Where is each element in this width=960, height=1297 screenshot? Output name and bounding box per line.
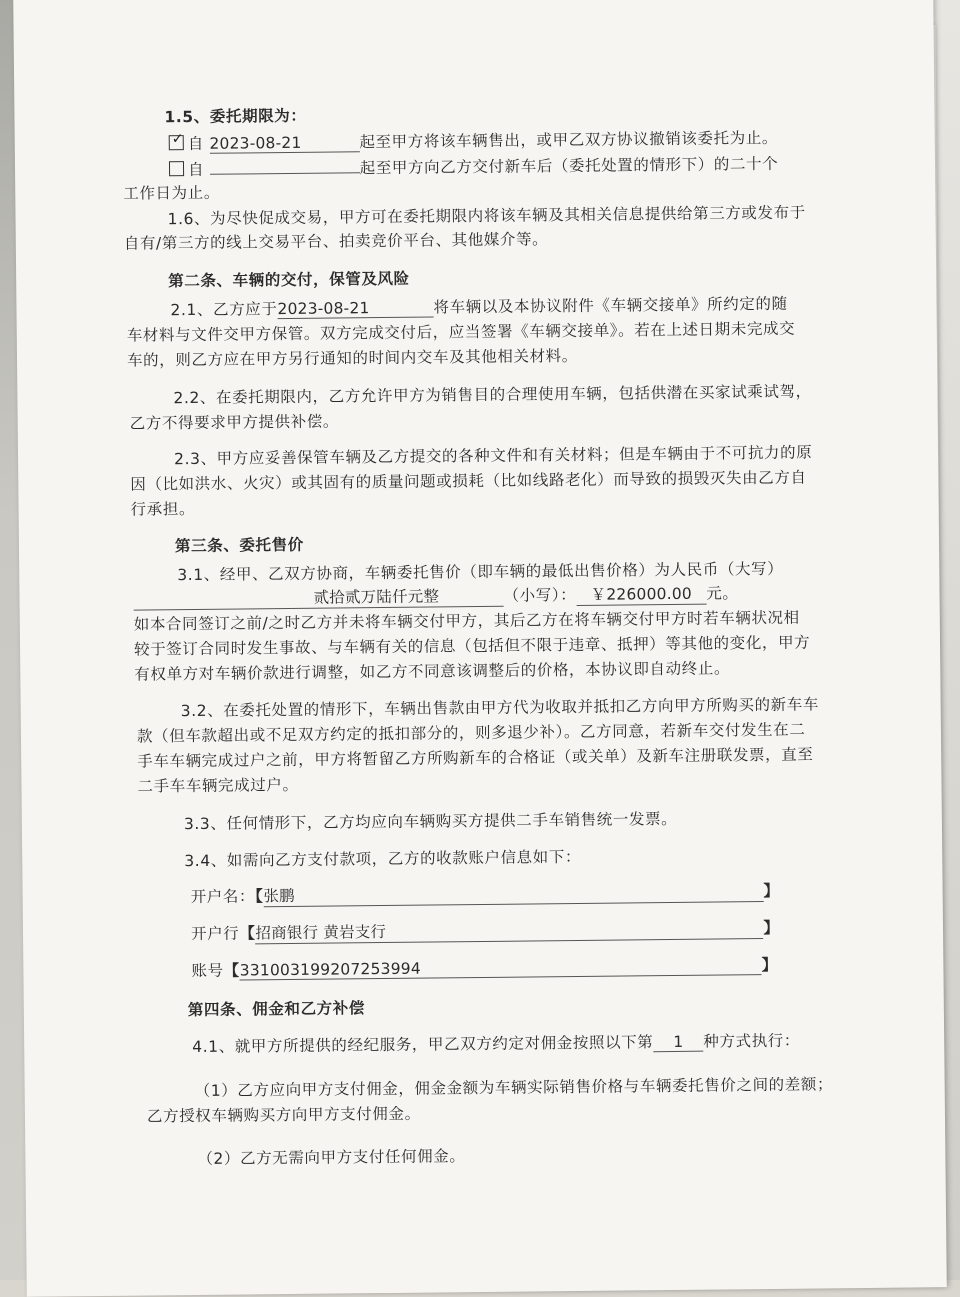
option-1-prefix: 自 bbox=[187, 134, 204, 154]
price-lowercase-label: （小写）： bbox=[503, 585, 577, 605]
option-2-line: （2）乙方无需向甲方支付任何佣金。 bbox=[197, 1147, 466, 1168]
section-2-1-suffix: 将车辆以及本协议附件《车辆交接单》所约定的随 bbox=[433, 294, 788, 317]
date-field-1: 2023-08-21 bbox=[209, 133, 359, 154]
section-3-2-line-1: 3.2、在委托处置的情形下，车辆出售款由甲方代为收取并抵扣乙方向甲方所购买的新车车 bbox=[180, 695, 820, 721]
account-number-label: 账号 bbox=[191, 961, 224, 981]
delivery-date-field: 2023-08-21 bbox=[277, 298, 433, 319]
section-3-1-line-4: 较于签订合同时发生事故、与车辆有关的信息（包括但不限于违章、抵押）等其他的变化，甲方 bbox=[133, 633, 811, 659]
section-1-5-title: 1.5、委托期限为： bbox=[164, 106, 307, 127]
document-content bbox=[13, 0, 947, 1297]
account-name-row bbox=[191, 879, 780, 908]
price-uppercase-field: 贰拾贰万陆仟元整 bbox=[133, 584, 503, 611]
article-2-title: 第二条、车辆的交付，保管及风险 bbox=[168, 269, 410, 291]
section-1-6-line-1: 1.6、为尽快促成交易，甲方可在委托期限内将该车辆及其相关信息提供给第三方或发布于 bbox=[167, 203, 806, 229]
section-2-3-line-2: 因（比如洪水、火灾）或其固有的质量问题或损耗（比如线路老化）而导致的损毁灭失由乙方自 bbox=[130, 468, 807, 494]
section-3-2-line-4: 二手车车辆完成过户。 bbox=[137, 775, 299, 796]
option-2-prefix: 自 bbox=[187, 160, 205, 180]
option-2-continuation: 工作日为止。 bbox=[123, 183, 220, 203]
section-2-3-line-1: 2.3、甲方应妥善保管车辆及乙方提交的各种文件和有关材料；但是车辆由于不可抗力的原 bbox=[173, 443, 813, 469]
option-2-row bbox=[169, 150, 778, 180]
option-2-text: 起至甲方向乙方交付新车后（委托处置的情形下）的二十个 bbox=[359, 154, 779, 178]
checkbox-checked[interactable] bbox=[169, 131, 185, 150]
check-icon: ✓ bbox=[171, 131, 185, 148]
section-3-4: 3.4、如需向乙方支付款项，乙方的收款账户信息如下： bbox=[184, 847, 582, 871]
section-2-2-line-1: 2.2、在委托期限内，乙方允许甲方为销售目的合理使用车辆，包括供潜在买家试乘试驾， bbox=[173, 382, 812, 408]
account-bank-field: 招商银行 黄岩支行 bbox=[255, 916, 763, 944]
price-amount-field: ￥226000.00 bbox=[576, 582, 706, 606]
account-name-field: 张鹏 bbox=[263, 879, 763, 907]
bracket-close: 】 bbox=[761, 955, 778, 975]
section-2-2-line-2: 乙方不得要求甲方提供补偿。 bbox=[129, 412, 340, 433]
section-4-1-prefix: 4.1、就甲方所提供的经纪服务，甲乙双方约定对佣金按照以下第 bbox=[192, 1033, 654, 1057]
section-2-3-line-3: 行承担。 bbox=[130, 499, 196, 519]
commission-option-field: 1 bbox=[653, 1033, 703, 1053]
account-number-row bbox=[191, 953, 778, 981]
section-3-1-line-3: 如本合同签订之前/之时乙方并未将车辆交付甲方，其后乙方在将车辆交付甲方时若车辆状况相 bbox=[133, 608, 800, 634]
section-3-1-line-5: 有权单方对车辆价款进行调整，如乙方不同意该调整后的价格，本协议即自动终止。 bbox=[134, 659, 731, 684]
section-3-2-line-3: 手车车辆完成过户之前，甲方将暂留乙方所购新车的合格证（或关单）及新车注册联发票，直至 bbox=[137, 745, 814, 771]
section-2-1-line-2: 车材料与文件交甲方保管。双方完成交付后，应当签署《车辆交接单》。若在上述日期未完成交 bbox=[126, 319, 796, 345]
account-number-field: 331003199207253994 bbox=[240, 956, 762, 980]
article-4-title: 第四条、佣金和乙方补偿 bbox=[187, 999, 366, 1020]
section-3-1-line-2 bbox=[133, 581, 738, 610]
section-3-2-line-2: 款（但车款超出或不足双方约定的抵扣部分的，则多退少补）。乙方同意，若新车交付发生在二 bbox=[136, 720, 806, 746]
section-2-1-line-1 bbox=[170, 292, 787, 320]
bracket-open: 【 bbox=[254, 887, 264, 906]
option-1-text: 起至甲方将该车辆售出，或甲乙双方协议撤销该委托为止。 bbox=[359, 128, 779, 152]
bracket-close: 】 bbox=[763, 918, 780, 938]
checkbox-unchecked[interactable] bbox=[169, 161, 184, 176]
option-1-line-1: （1）乙方应向甲方支付佣金，佣金金额为车辆实际销售价格与车辆委托售价之间的差额； bbox=[194, 1075, 834, 1101]
account-name-label: 开户名： bbox=[190, 887, 256, 907]
section-4-1-row bbox=[192, 1029, 800, 1057]
date-field-2 bbox=[210, 154, 360, 175]
bracket-close: 】 bbox=[763, 881, 780, 901]
section-2-1-prefix: 2.1、乙方应于 bbox=[170, 300, 278, 320]
section-1-6-line-2: 自有/第三方的线上交易平台、拍卖竞价平台、其他媒介等。 bbox=[123, 230, 549, 253]
article-3-title: 第三条、委托售价 bbox=[174, 535, 304, 556]
document-page bbox=[13, 0, 947, 1297]
account-bank-row bbox=[191, 916, 780, 945]
option-1-line-2: 乙方授权车辆购买方向甲方支付佣金。 bbox=[146, 1104, 421, 1126]
section-2-1-line-3: 车的，则乙方应在甲方另行通知的时间内交车及其他相关材料。 bbox=[126, 346, 578, 370]
bracket-open: 【 bbox=[223, 961, 240, 980]
price-unit: 元。 bbox=[706, 584, 739, 603]
section-4-1-suffix: 种方式执行： bbox=[703, 1031, 801, 1051]
section-3-3: 3.3、任何情形下，乙方均应向车辆购买方提供二手车销售统一发票。 bbox=[183, 809, 678, 834]
bracket-open: 【 bbox=[239, 924, 256, 943]
account-bank-label: 开户行 bbox=[190, 924, 240, 944]
section-3-1-line-1: 3.1、经甲、乙双方协商，车辆委托售价（即车辆的最低出售价格）为人民币（大写） bbox=[177, 559, 784, 585]
